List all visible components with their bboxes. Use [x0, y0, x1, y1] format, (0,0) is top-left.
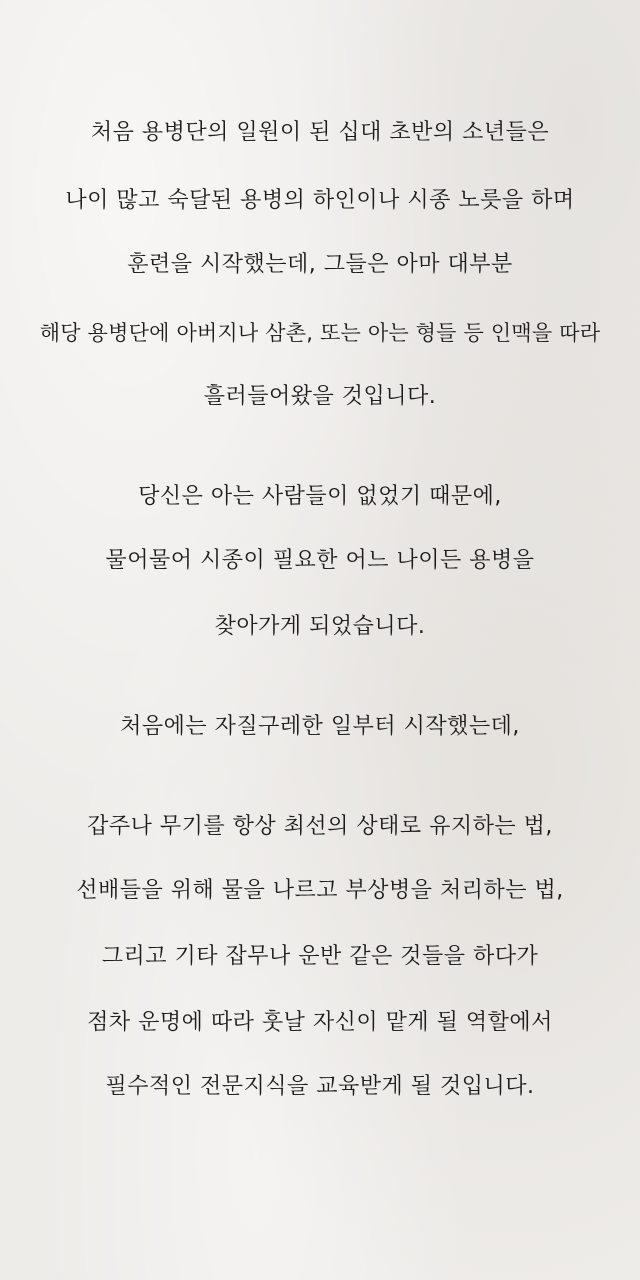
text-line: 흘러들어왔을 것입니다. [203, 384, 437, 409]
text-line: 물어물어 시종이 필요한 어느 나이든 용병을 [105, 548, 535, 573]
text-line: 당신은 아는 사람들이 없었기 때문에, [138, 484, 502, 509]
text-line: 점차 운명에 따라 훗날 자신이 맡게 될 역할에서 [87, 1010, 553, 1035]
text-line: 훈련을 시작했는데, 그들은 아마 대부분 [127, 252, 513, 277]
text-line: 선배들을 위해 물을 나르고 부상병을 처리하는 법, [76, 878, 564, 903]
text-line: 찾아가게 되었습니다. [214, 614, 426, 639]
text-line: 그리고 기타 잡무나 운반 같은 것들을 하다가 [101, 944, 539, 969]
text-line: 해당 용병단에 아버지나 삼촌, 또는 아는 형들 등 인맥을 따라 [39, 321, 601, 345]
text-line: 필수적인 전문지식을 교육받게 될 것입니다. [105, 1074, 535, 1099]
text-line: 나이 많고 숙달된 용병의 하인이나 시종 노릇을 하며 [65, 188, 575, 213]
text-line: 처음에는 자질구레한 일부터 시작했는데, [120, 714, 520, 739]
text-line: 갑주나 무기를 항상 최선의 상태로 유지하는 법, [87, 814, 553, 839]
text-line: 처음 용병단의 일원이 된 십대 초반의 소년들은 [90, 120, 550, 145]
